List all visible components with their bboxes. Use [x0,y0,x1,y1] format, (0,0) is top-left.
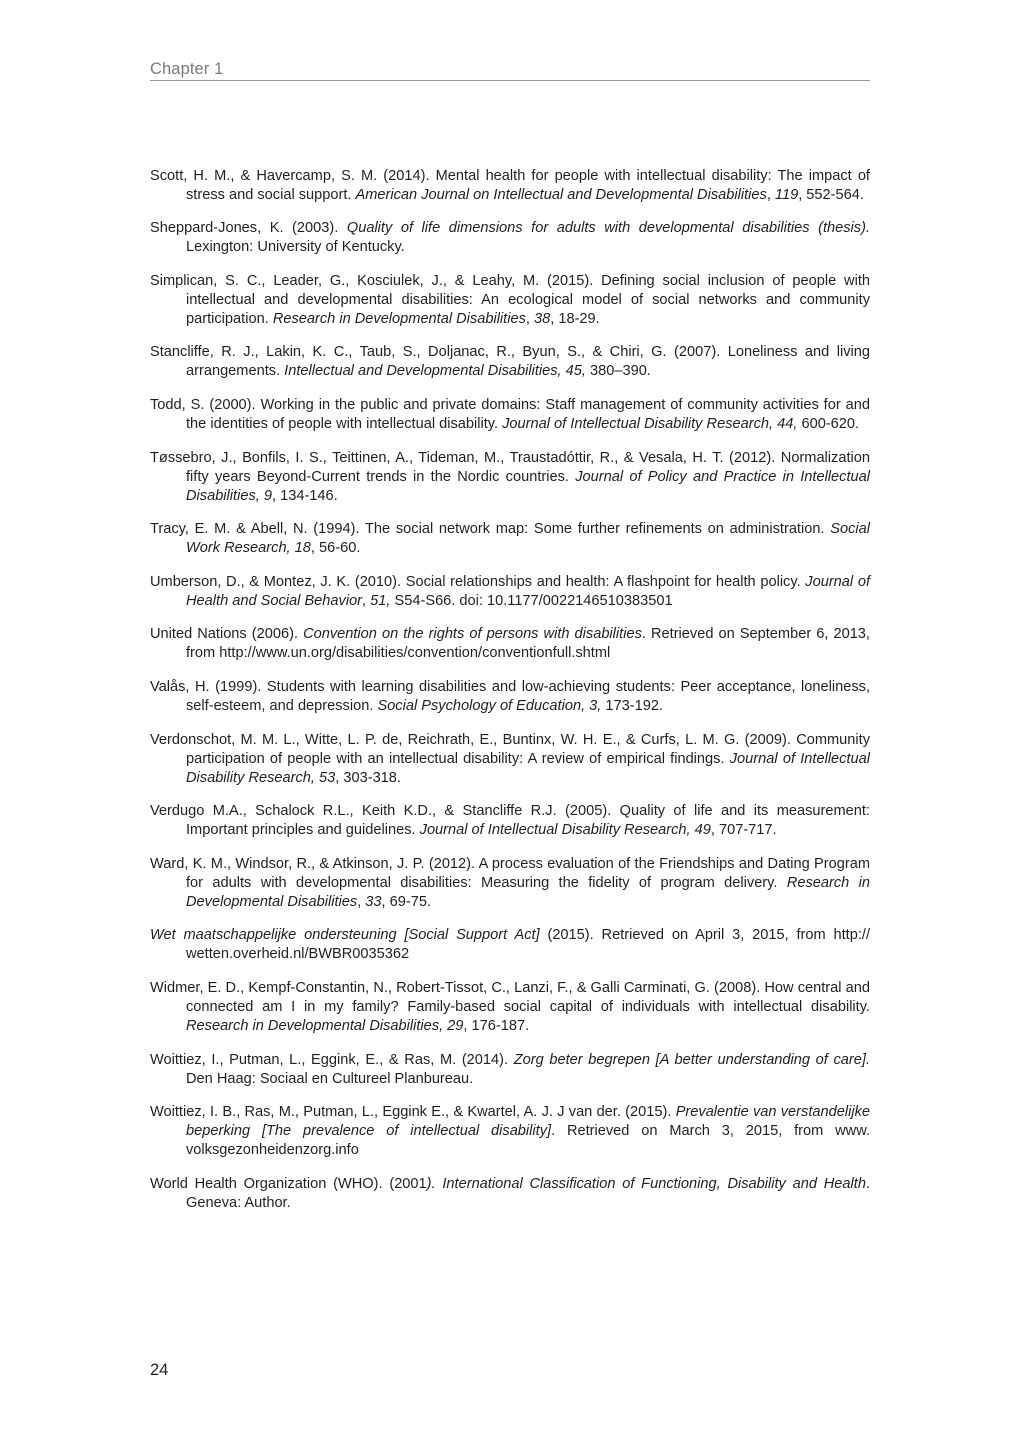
page-number: 24 [150,1361,169,1379]
reference-entry [150,573,870,611]
reference-text: . Retrieved on March 3, 2015, from www. volksgezonheidenzorg.info [186,1123,870,1159]
reference-entry [150,1175,870,1213]
reference-italic-text: Social Work Research, 18 [186,521,870,557]
reference-text: Stancliffe, R. J., Lakin, K. C., Taub, S., Doljanac, R., Byun, S., & Chiri, G. (2007). Loneliness and living arrangements. [150,344,870,380]
reference-text: , 303-318. [335,769,401,786]
reference-italic-text: Quality of life dimensions for adults with developmental disabilities (thesis). [346,220,870,237]
reference-entry [150,1103,870,1160]
reference-text: Scott, H. M., & Havercamp, S. M. (2014). Mental health for people with intellectual disability: The impact of stress and social support. [150,167,870,203]
reference-text: . Geneva: Author. [186,1175,870,1211]
reference-italic-text: Journal of Intellectual Disability Research, 49 [419,822,711,839]
reference-text: (2015). Retrieved on April 3, 2015, from http:// wetten.overheid.nl/BWBR0035362 [186,927,870,963]
reference-text: , 69-75. [381,893,431,910]
reference-text: World Health Organization (WHO). (2001 [150,1175,427,1192]
reference-entry [150,855,870,912]
reference-text: Sheppard-Jones, K. (2003). [150,220,347,237]
reference-text: 600-620. [797,415,860,432]
reference-text: , 552-564. [798,186,864,203]
reference-italic-text: Prevalentie van verstandelijke beperking [The prevalence of intellectual disability] [186,1104,870,1140]
reference-entry [150,979,870,1036]
reference-text: Umberson, D., & Montez, J. K. (2010). Social relationships and health: A flashpoint for health policy. [150,573,806,590]
reference-text: Woittiez, I. B., Ras, M., Putman, L., Eggink E., & Kwartel, A. J. J van der. (2015). [150,1104,676,1121]
reference-text: , 707-717. [710,822,777,839]
reference-text: Verdonschot, M. M. L., Witte, L. P. de, Reichrath, E., Buntinx, W. H. E., & Curfs, L. M. G. (2009). Community participation of people with an intellectual disability: A review of empirical findings. [150,731,870,767]
reference-text: 173-192. [601,697,664,714]
reference-entry [150,802,870,840]
reference-text: Widmer, E. D., Kempf-Constantin, N., Robert-Tissot, C., Lanzi, F., & Galli Carminati, G. (2008). How central and connected am I in my family? Family-based social capital of individuals with intellectual disability. [150,979,870,1015]
reference-entry [150,167,870,205]
reference-entry [150,520,870,558]
reference-entry [150,926,870,964]
reference-text: , [362,592,371,609]
reference-entry [150,1051,870,1089]
reference-text: , [525,310,534,327]
reference-text: 380–390. [585,363,651,380]
reference-entry [150,731,870,788]
reference-italic-text: 38 [534,310,551,327]
reference-italic-text: Research in Developmental Disabilities, 29 [186,1017,464,1034]
reference-entry [150,625,870,663]
reference-italic-text: Journal of Health and Social Behavior [186,573,871,609]
reference-text: , [766,186,775,203]
reference-italic-text: Intellectual and Developmental Disabilities, 45, [284,363,586,380]
reference-text: United Nations (2006). [150,626,304,643]
reference-text: , 176-187. [463,1017,530,1034]
reference-entry [150,678,870,716]
reference-italic-text: 33 [365,893,382,910]
running-header [150,60,870,81]
reference-text: Tøssebro, J., Bonfils, I. S., Teittinen, A., Tideman, M., Traustadóttir, R., & Vesala, H. T. (2012). Normalization fifty years Beyond-Current trends in the Nordic countries. [150,449,870,485]
reference-list [150,152,870,1219]
reference-entry [150,219,870,257]
reference-text: , [357,893,366,910]
reference-text: , 18-29. [550,310,600,327]
reference-italic-text: Zorg beter begrepen [A better understanding of care]. [513,1051,871,1068]
reference-text: Verdugo M.A., Schalock R.L., Keith K.D., & Stancliffe R.J. (2005). Quality of life and its measurement: Important principles and guidelines. [150,803,870,839]
reference-italic-text: Journal of Intellectual Disability Research, 53 [186,750,871,786]
reference-entry [150,343,870,381]
reference-italic-text: Journal of Policy and Practice in Intellectual Disabilities, 9 [186,468,870,504]
reference-text: Woittiez, I., Putman, L., Eggink, E., & Ras, M. (2014). [150,1051,514,1068]
reference-entry [150,396,870,434]
reference-text: Tracy, E. M. & Abell, N. (1994). The social network map: Some further refinements on administration. [150,521,831,538]
reference-text: . Retrieved on September 6, 2013, from http://www.un.org/disabilities/convention/conventionfull.shtml [186,626,870,662]
reference-italic-text: Journal of Intellectual Disability Research, 44, [502,415,798,432]
reference-italic-text: Wet maatschappelijke ondersteuning [Social Support Act] [150,927,540,944]
reference-entry [150,449,870,506]
reference-italic-text: Convention on the rights of persons with disabilities [303,626,642,643]
reference-text: Lexington: University of Kentucky. [186,239,405,256]
reference-italic-text: ). International Classification of Functioning, Disability and Health [426,1175,866,1192]
reference-text: , 134-146. [271,487,338,504]
reference-text: Ward, K. M., Windsor, R., & Atkinson, J. P. (2012). A process evaluation of the Friendships and Dating Program for adults with developmental disabilities: Measuring the fidelity of program delivery. [150,855,870,891]
reference-text: Den Haag: Sociaal en Cultureel Planbureau. [186,1070,474,1087]
reference-text: Valås, H. (1999). Students with learning disabilities and low-achieving students: Peer acceptance, loneliness, self-esteem, and depression. [150,678,870,714]
reference-italic-text: Research in Developmental Disabilities [272,310,526,327]
reference-italic-text: 51, [370,592,391,609]
reference-text: S54-S66. doi: 10.1177/0022146510383501 [390,592,673,609]
reference-italic-text: Social Psychology of Education, 3, [377,697,602,714]
reference-text: Todd, S. (2000). Working in the public and private domains: Staff management of community activities for and the identities of people with intellectual disability. [150,396,870,432]
reference-italic-text: Research in Developmental Disabilities [186,874,870,910]
reference-italic-text: American Journal on Intellectual and Developmental Disabilities [355,186,767,203]
reference-entry [150,272,870,329]
reference-text: Simplican, S. C., Leader, G., Kosciulek, J., & Leahy, M. (2015). Defining social inclusion of people with intellectual and developmental disabilities: An ecological model of social networks and community participation. [150,272,870,327]
reference-italic-text: 119 [774,186,799,203]
reference-text: , 56-60. [310,540,361,557]
chapter-label: Chapter 1 [150,60,224,78]
